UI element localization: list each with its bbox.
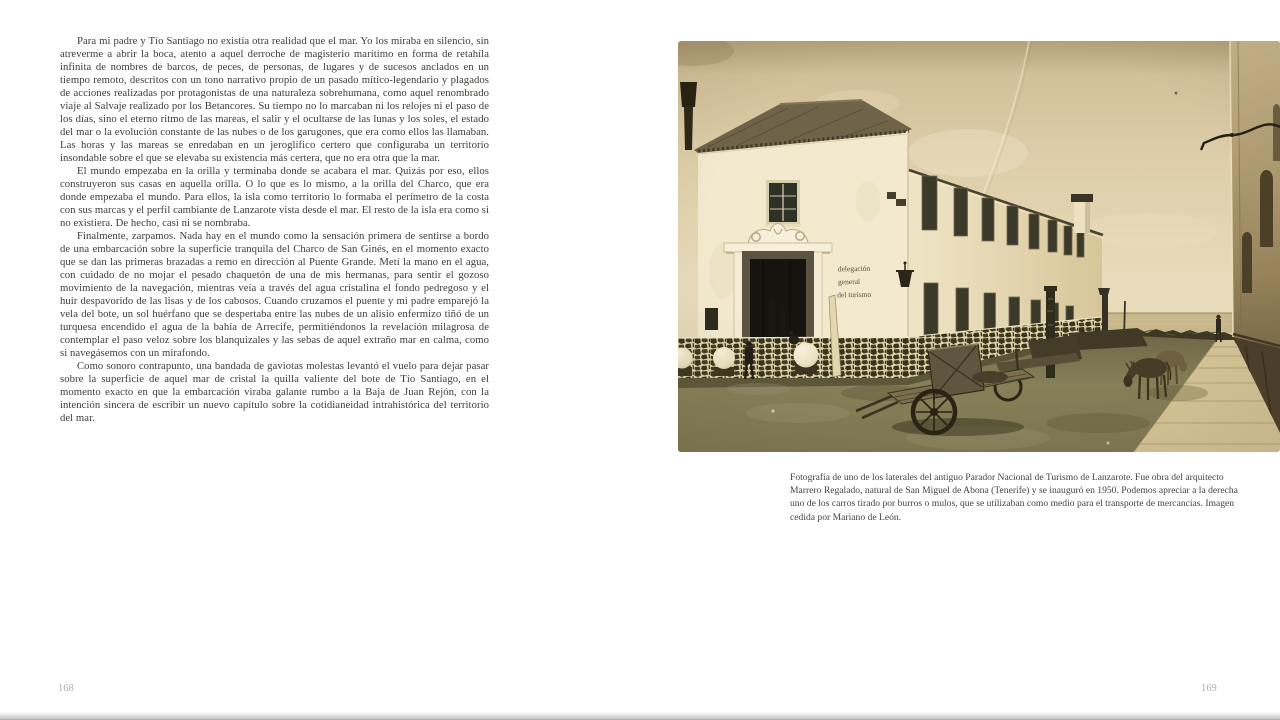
parador-photo-illustration [678,41,1280,452]
photo-vignette [678,41,1280,452]
paragraph-3: Finalmente, zarpamos. Nada hay en el mundo como la sensación primera de sentirse a bordo de una embarcación sobre la superficie tranquila del Charco de San Ginés, en el momento exacto que se dan las primeras brazadas a remo en dirección al Puente Grande. Metí la mano en el agua, con cuidado de no mojar el pesado chaquetón de una de mis hermanas, para sentir el gozoso movimiento de la navegación, mientras veía a través del agua cristalina el fondo pedregoso y el huir despavorido de las lisas y de los cabosos. Cuando cruzamos el puente y mi padre emparejó la vela del bote, un sol huérfano que se despertaba entre las nubes de un alisio enfermizo tiñó de un turquesa encendido el agua de la bahía de Arrecife, permitiéndonos la revelación milagrosa de contemplar el paso veloz sobre los blanquizales y las sebas de aquel extraño mar en calma, como si navegásemos con un mirafondo. [60,230,489,359]
body-text-column [60,35,489,425]
paragraph-1: Para mi padre y Tío Santiago no existía otra realidad que el mar. Yo los miraba en silencio, sin atreverme a abrir la boca, atento a aquel derroche de magisterio marítimo en forma de retahíla infinita de nombres de barcos, de peces, de personas, de lugares y de sucesos anclados en un tiempo remoto, descritos con un tono narrativo propio de un pasado mítico-legendario y plagados de acciones realizadas por protagonistas de una naturaleza sobrehumana, como aquel renombrado viaje al Salvaje realizado por los Betancores. Su tiempo no lo marcaban ni los relojes ni el paso de los días, sino el eterno ritmo de las mareas, el salir y el ocultarse de las lunas y los soles, el estado del mar o la evolución constante de las nubes o de los garugones, que era como ellos las llamaban. Las horas y las mareas se enredaban en un jeroglífico certero que configuraba un territorio insondable sobre el que se elevaba su existencia más certera, que no era otra que la mar. [60,35,489,164]
book-bottom-edge [0,712,1280,720]
photo-caption: Fotografía de uno de los laterales del antiguo Parador Nacional de Turismo de Lanzarote. Fue obra del arquitecto Marrero Regalado, natural de San Miguel de Abona (Tenerife) y se inauguró en 1950. Podemos apreciar a la derecha uno de los carros tirado por burros o mulos, que se utilizaban como medio para el transporte de mercancías. Imagen cedida por Mariano de León. [790,472,1238,523]
paragraph-4: Como sonoro contrapunto, una bandada de gaviotas molestas levantó el vuelo para dejar pasar sobre la superficie de aquel mar de cristal la quilla valiente del bote de Tío Santiago, en el momento exacto en que la embarcación viraba galante rumbo a la Baja de Juan Rejón, con la intención sincera de escribir un nuevo capítulo sobre la cotidianeidad intrahistórica del territorio del mar. [60,360,489,424]
page-number-right: 169 [1201,683,1217,694]
page-number-left: 168 [58,683,74,694]
parador-photo [678,41,1280,452]
paragraph-2: El mundo empezaba en la orilla y terminaba donde se acabara el mar. Quizás por eso, ellos construyeron sus casas en aquella orilla. O lo que es lo mismo, a la orilla del Charco, que era donde empezaba el mundo. Para ellos, la isla como territorio lo formaba el perímetro de la costa con sus marcas y el perfil cambiante de Lanzarote vista desde el mar. El resto de la isla era como si no existiera. De hecho, casi ni se nombraba. [60,165,489,229]
